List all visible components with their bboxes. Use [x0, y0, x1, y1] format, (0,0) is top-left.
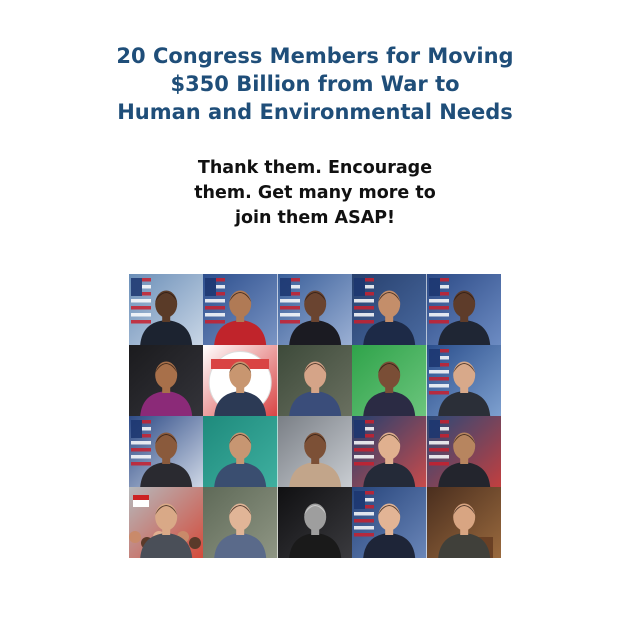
- member-portrait: [352, 345, 426, 416]
- subheadline-line-2: them. Get many more to: [194, 183, 436, 203]
- member-photo: [352, 274, 426, 345]
- member-photo: [203, 345, 277, 416]
- member-portrait: [352, 416, 426, 487]
- member-portrait: [278, 345, 352, 416]
- member-portrait: [278, 416, 352, 487]
- member-photo: [203, 487, 277, 558]
- member-portrait: [203, 345, 277, 416]
- member-portrait: [278, 487, 352, 558]
- member-photo: [129, 416, 203, 487]
- member-photo: [129, 274, 203, 345]
- member-portrait: [129, 487, 203, 558]
- member-portrait: [129, 345, 203, 416]
- member-photo: [427, 274, 501, 345]
- member-portrait: [427, 345, 501, 416]
- member-photo: [129, 487, 203, 558]
- subheadline-line-3: join them ASAP!: [234, 208, 396, 228]
- member-portrait: [129, 416, 203, 487]
- member-photo: [352, 345, 426, 416]
- member-portrait: [278, 274, 352, 345]
- member-photo: [352, 416, 426, 487]
- headline-line-3: Human and Environmental Needs: [117, 100, 513, 124]
- member-portrait: [427, 487, 501, 558]
- subheadline: [0, 156, 630, 231]
- member-photo: [278, 487, 352, 558]
- headline: [0, 42, 630, 126]
- member-portrait: [203, 416, 277, 487]
- headline-line-1: 20 Congress Members for Moving: [116, 44, 514, 68]
- member-portrait: [352, 274, 426, 345]
- member-photo: [278, 274, 352, 345]
- member-photo: [427, 416, 501, 487]
- member-photo: [203, 416, 277, 487]
- member-photo: [129, 345, 203, 416]
- member-photo: [352, 487, 426, 558]
- member-photo: [278, 416, 352, 487]
- member-portrait: [129, 274, 203, 345]
- congress-members-photo-grid: [129, 274, 501, 558]
- member-photo: [427, 487, 501, 558]
- subheadline-line-1: Thank them. Encourage: [197, 158, 433, 178]
- member-photo: [427, 345, 501, 416]
- member-portrait: [427, 274, 501, 345]
- member-photo: [203, 274, 277, 345]
- member-portrait: [427, 416, 501, 487]
- member-photo: [278, 345, 352, 416]
- member-portrait: [352, 487, 426, 558]
- headline-line-2: $350 Billion from War to: [170, 72, 460, 96]
- member-portrait: [203, 487, 277, 558]
- member-portrait: [203, 274, 277, 345]
